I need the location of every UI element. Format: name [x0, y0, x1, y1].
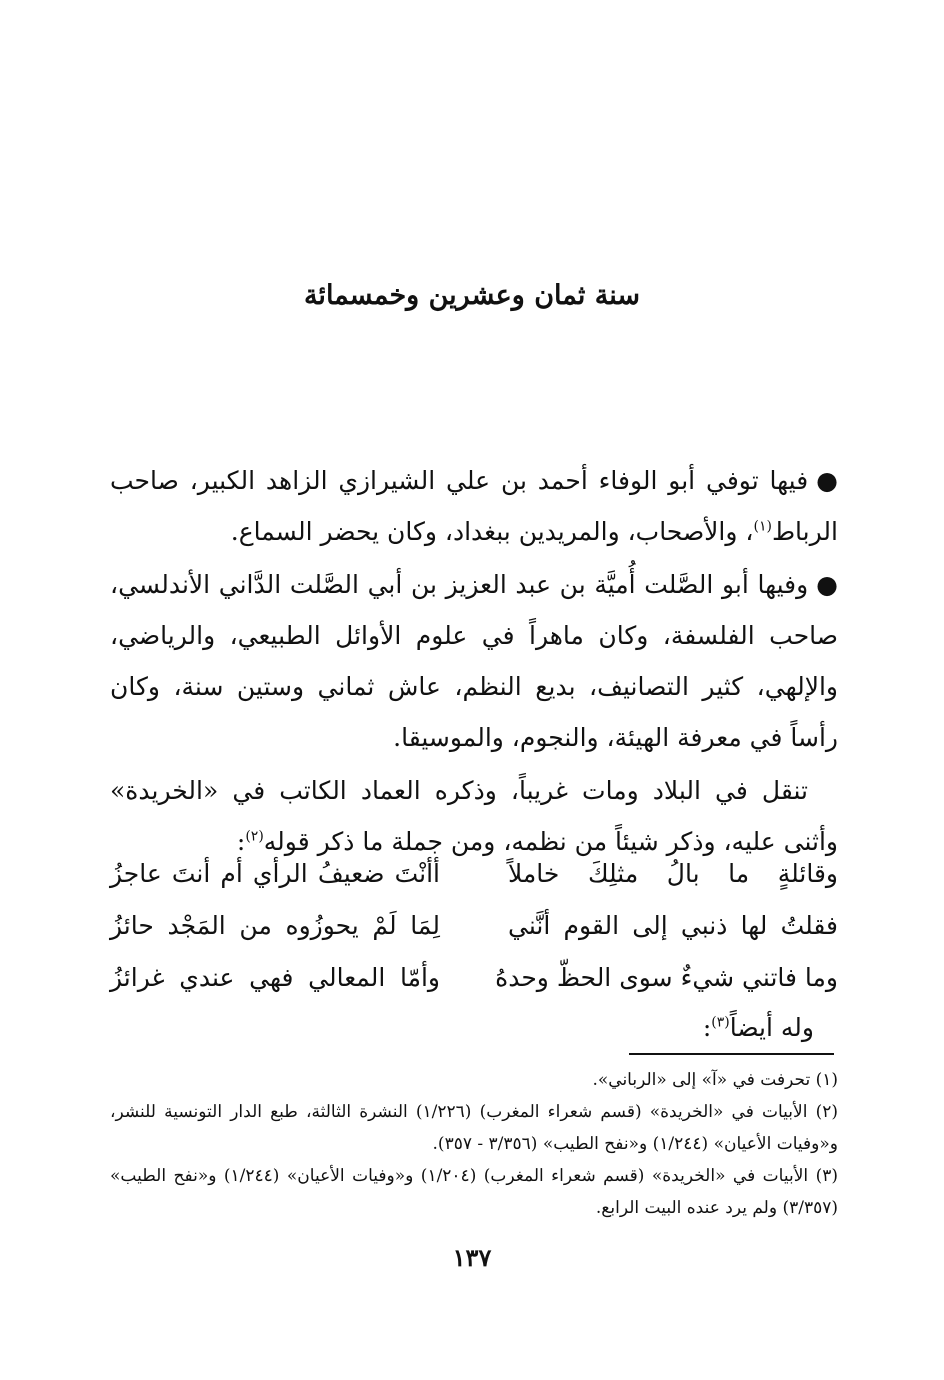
- verse-intro-suffix: :: [702, 1013, 712, 1042]
- verse-second-hemistich: وأمّا المعالي فهي عندي غرائزُ: [110, 963, 440, 992]
- verse-intro-text: وله أيضاً: [729, 1013, 814, 1042]
- footnotes: [110, 1064, 838, 1224]
- paragraph-1: [110, 455, 838, 557]
- main-text: [110, 455, 838, 869]
- bullet-icon: ●: [816, 466, 838, 495]
- verse-intro: [703, 1004, 814, 1052]
- footnote-ref: (٢): [245, 828, 264, 845]
- verse-first-hemistich: وقائلةٍ ما بالُ مثلِكَ خاملاً: [508, 859, 838, 888]
- poem: [110, 848, 838, 1004]
- section-title: سنة ثمان وعشرين وخمسمائة: [303, 280, 641, 311]
- footnote-3: (٣) الأبيات في «الخريدة» (قسم شعراء المغرب) (١/٢٠٤) و«وفيات الأعيان» (١/٢٤٤) و«نفح الطيب» (٣/٣٥٧) ولم يرد عنده البيت الرابع.: [110, 1166, 839, 1218]
- verse-second-hemistich: أأنْتَ ضعيفُ الرأي أم أنتَ عاجزُ: [110, 859, 440, 888]
- verse-line: [110, 848, 838, 900]
- verse-first-hemistich: فقلتُ لها ذنبي إلى القوم أنَّني: [508, 911, 838, 940]
- paragraph-text: تنقل في البلاد ومات غريباً، وذكره العماد الكاتب في «الخريدة» وأثنى عليه، وذكر شيئاً من نظمه، ومن جملة ما ذكر قوله: [110, 776, 838, 856]
- paragraph-2: [110, 559, 838, 763]
- footnote-ref: (٣): [711, 1014, 730, 1031]
- paragraph-text: فيها توفي أبو الوفاء أحمد بن علي الشيرازي الزاهد الكبير، صاحب الرباط: [110, 466, 838, 546]
- verse-second-hemistich: لِمَا لَمْ يحوزُوه من المَجْد حائزُ: [110, 911, 440, 940]
- footnote-divider: [629, 1053, 834, 1055]
- footnote-2: (٢) الأبيات في «الخريدة» (قسم شعراء المغرب) (١/٢٢٦) النشرة الثالثة، طبع الدار التونسية للنشر، و«وفيات الأعيان» (١/٢٤٤) و«نفح الطيب» (٣/٣٥٦ - ٣٥٧).: [110, 1102, 838, 1154]
- verse-line: [110, 900, 838, 952]
- verse-line: [110, 952, 838, 1004]
- footnote-ref: (١): [753, 518, 772, 535]
- bullet-icon: ●: [816, 570, 838, 599]
- footnote-1: (١) تحرفت في «آ» إلى «الرباني».: [592, 1070, 838, 1090]
- paragraph-text: ، والأصحاب، والمريدين ببغداد، وكان يحضر السماع.: [230, 517, 754, 546]
- page-number: ١٣٧: [452, 1243, 492, 1272]
- verse-first-hemistich: وما فاتني شيءٌ سوى الحظّ وحدهُ: [495, 963, 838, 992]
- paragraph-text: وفيها أبو الصَّلت أُميَّة بن عبد العزيز بن أبي الصَّلت الدَّاني الأندلسي، صاحب الفلسفة، وكان ماهراً في علوم الأوائل الطبيعي، والرياضي، والإلهي، كثير التصانيف، بديع النظم، عاش ثماني وستين سنة، وكان رأساً في معرفة الهيئة، والنجوم، والموسيقا.: [110, 570, 838, 752]
- paragraph-text: :: [236, 827, 246, 856]
